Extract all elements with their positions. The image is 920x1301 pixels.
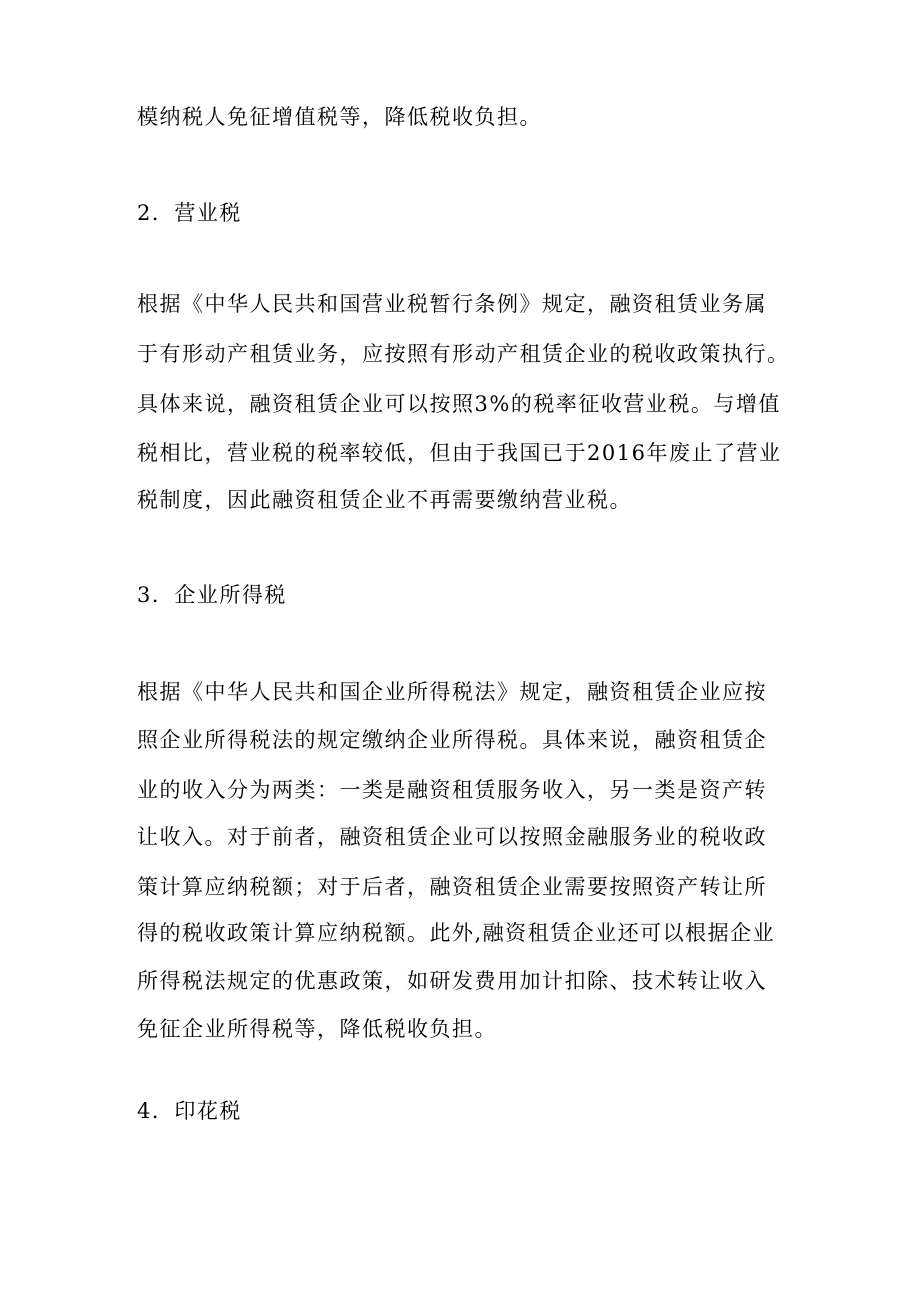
- paragraph-line: 具体来说，融资租赁企业可以按照3%的税率征收营业税。与增值: [137, 392, 781, 416]
- paragraph-line: 于有形动产租赁业务，应按照有形动产租赁企业的税收政策执行。: [137, 342, 790, 366]
- paragraph-line: 根据《中华人民共和国营业税暂行条例》规定，融资租赁业务属: [137, 292, 767, 316]
- paragraph-line: 业的收入分为两类：一类是融资租赁服务收入，另一类是资产转: [137, 778, 767, 802]
- paragraph-line: 让收入。对于前者，融资租赁企业可以按照金融服务业的税收政: [137, 825, 767, 849]
- paragraph-line: 免征企业所得税等，降低税收负担。: [137, 1017, 497, 1041]
- section-heading-2: 2．营业税: [137, 201, 242, 225]
- section-heading-4: 4．印花税: [137, 1099, 242, 1123]
- paragraph-line: 所得税法规定的优惠政策，如研发费用加计扣除、技术转让收入: [137, 969, 767, 993]
- section-heading-3: 3．企业所得税: [137, 583, 287, 607]
- paragraph-line: 照企业所得税法的规定缴纳企业所得税。具体来说，融资租赁企: [137, 728, 767, 752]
- paragraph-line: 策计算应纳税额；对于后者，融资租赁企业需要按照资产转让所: [137, 875, 767, 899]
- paragraph-line: 根据《中华人民共和国企业所得税法》规定，融资租赁企业应按: [137, 680, 767, 704]
- paragraph-line: 税制度，因此融资租赁企业不再需要缴纳营业税。: [137, 488, 632, 512]
- paragraph-line: 模纳税人免征增值税等，降低税收负担。: [137, 105, 542, 129]
- paragraph-line: 税相比，营业税的税率较低，但由于我国已于2016年废止了营业: [137, 441, 782, 465]
- paragraph-line: 得的税收政策计算应纳税额。此外,融资租赁企业还可以根据企业: [137, 921, 776, 945]
